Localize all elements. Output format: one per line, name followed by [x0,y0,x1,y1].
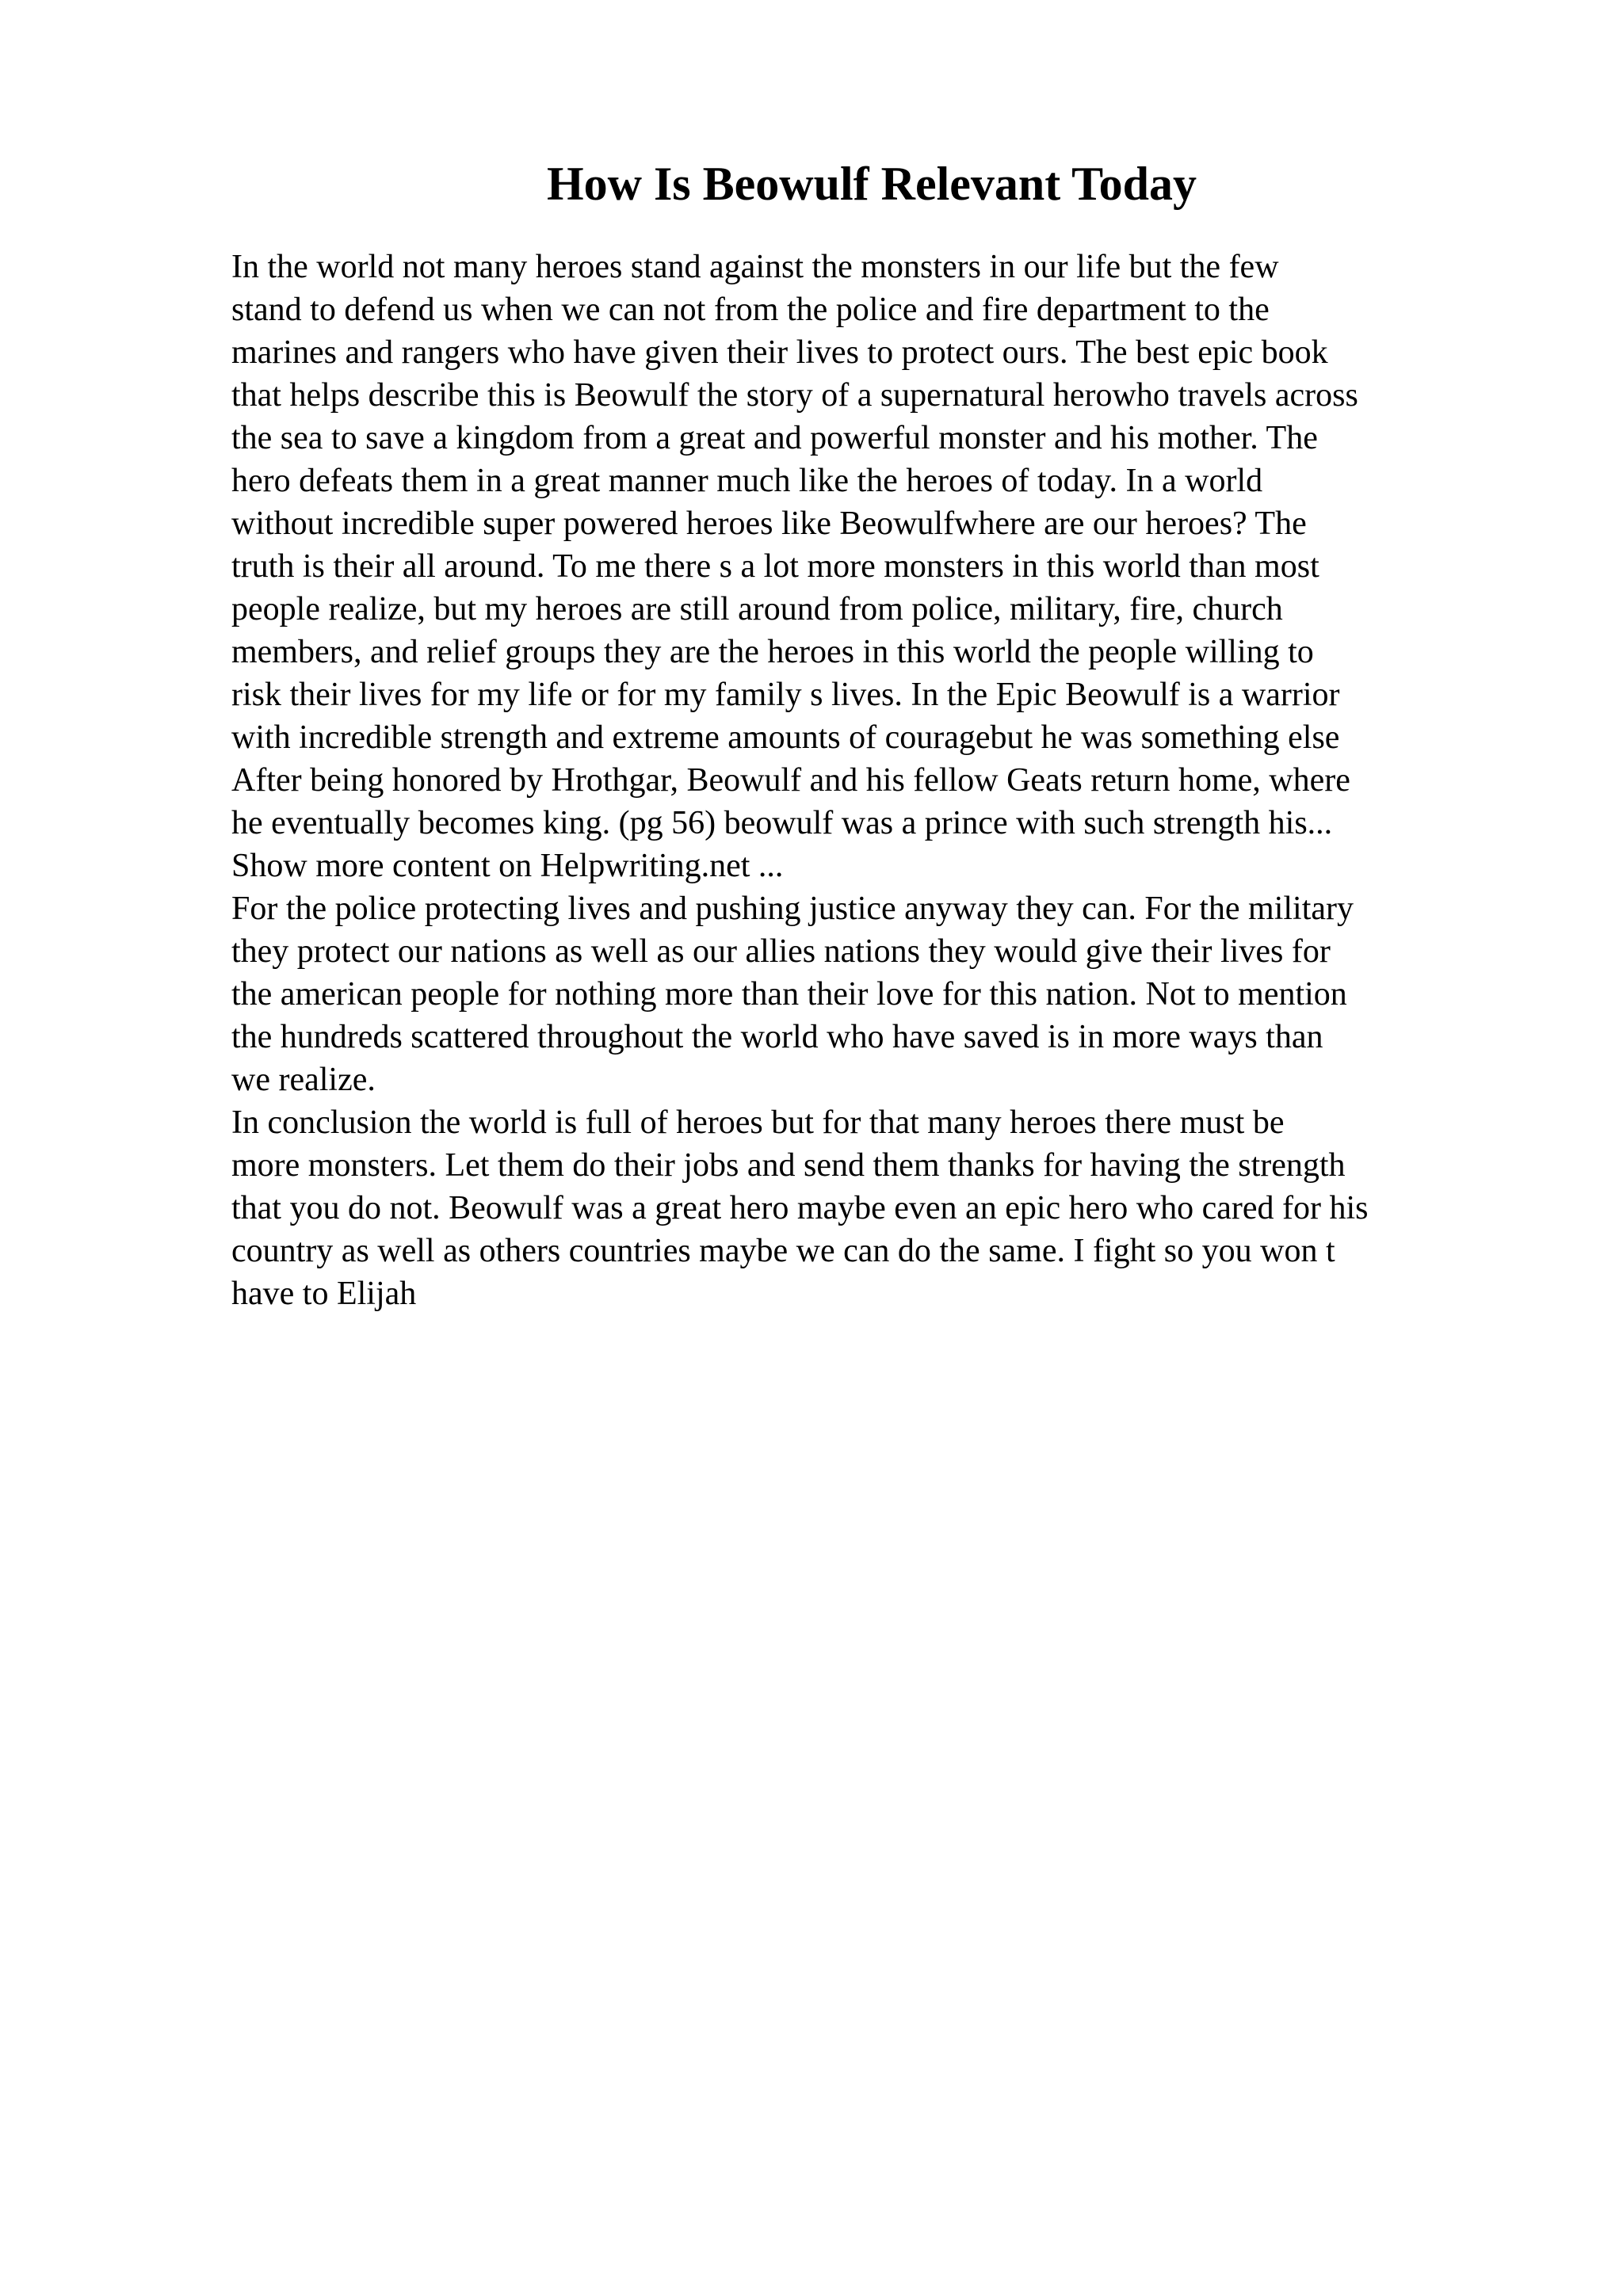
body-line: truth is their all around. To me there s a lot more monsters in this world than most [231,548,1319,585]
document-title: How Is Beowulf Relevant Today [546,158,1197,210]
body-line: the sea to save a kingdom from a great and powerful monster and his mother. The [231,420,1318,456]
body-line: members, and relief groups they are the heroes in this world the people willing to [231,634,1314,670]
body-line: After being honored by Hrothgar, Beowulf and his fellow Geats return home, where [231,762,1350,799]
body-line: In the world not many heroes stand against the monsters in our life but the few [231,249,1279,285]
body-line: that helps describe this is Beowulf the story of a supernatural herowho travels across [231,377,1358,414]
body-line: stand to defend us when we can not from the police and fire department to the [231,292,1270,328]
body-line: the american people for nothing more than their love for this nation. Not to mention [231,976,1347,1013]
body-line: risk their lives for my life or for my family s lives. In the Epic Beowulf is a warrior [231,677,1340,713]
body-line: we realize. [231,1062,376,1098]
body-line: without incredible super powered heroes like Beowulfwhere are our heroes? The [231,505,1307,542]
body-line: hero defeats them in a great manner much like the heroes of today. In a world [231,463,1263,499]
body-line: have to Elijah [231,1276,417,1312]
body-line: In conclusion the world is full of heroes but for that many heroes there must be [231,1104,1285,1141]
body-line: more monsters. Let them do their jobs and send them thanks for having the strength [231,1147,1346,1184]
body-line: that you do not. Beowulf was a great hero maybe even an epic hero who cared for his [231,1190,1369,1226]
body-line: marines and rangers who have given their lives to protect ours. The best epic book [231,334,1328,371]
body-line: they protect our nations as well as our allies nations they would give their lives for [231,933,1331,970]
document-body [231,246,1594,1315]
body-line: people realize, but my heroes are still around from police, military, fire, church [231,591,1283,627]
show-more-link[interactable]: Show more content on Helpwriting.net ... [231,848,784,884]
body-line: For the police protecting lives and pushing justice anyway they can. For the military [231,891,1354,927]
body-line: he eventually becomes king. (pg 56) beowulf was a prince with such strength his... [231,805,1333,841]
body-line: the hundreds scattered throughout the world who have saved is in more ways than [231,1019,1323,1055]
body-line: country as well as others countries maybe we can do the same. I fight so you won t [231,1233,1335,1269]
body-line: with incredible strength and extreme amounts of couragebut he was something else [231,719,1340,756]
